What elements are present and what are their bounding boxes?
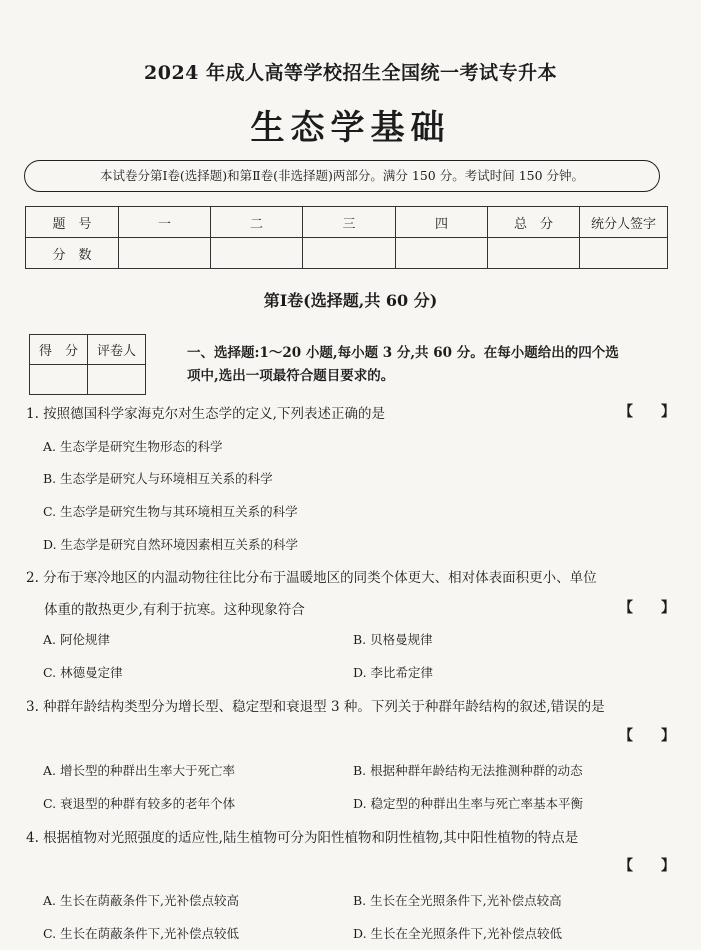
question-2-stem-line-2: 体重的散热更少,有利于抗寒。这种现象符合 xyxy=(44,602,305,618)
question-3-option-b[interactable]: B. 根据种群年龄结构无法推测种群的动态 xyxy=(353,763,583,778)
question-1-option-b[interactable]: B. 生态学是研究人与环境相互关系的科学 xyxy=(43,471,273,486)
question-2-option-b[interactable]: B. 贝格曼规律 xyxy=(353,632,433,647)
question-1-option-a[interactable]: A. 生态学是研究生物形态的科学 xyxy=(43,439,223,454)
score-cell-signature: 统分人签字 xyxy=(580,207,668,238)
score-row-label: 分 数 xyxy=(26,238,119,269)
answer-bracket-4[interactable]: 【 】 xyxy=(619,858,675,874)
part-one-line-2: 项中,选出一项最符合题目要求的。 xyxy=(187,368,395,384)
question-2-option-d[interactable]: D. 李比希定律 xyxy=(353,665,434,680)
score-input-signature[interactable] xyxy=(580,238,668,269)
question-1-option-c[interactable]: C. 生态学是研究生物与其环境相互关系的科学 xyxy=(43,504,298,519)
grader-box xyxy=(29,334,146,395)
grader-name-label: 评卷人 xyxy=(88,335,146,365)
score-cell-total: 总 分 xyxy=(488,207,580,238)
grader-score-input[interactable] xyxy=(30,365,88,395)
question-1-option-d[interactable]: D. 生态学是研究自然环境因素相互关系的科学 xyxy=(43,537,299,552)
score-table-header-row xyxy=(26,207,668,238)
score-table-score-row xyxy=(26,238,668,269)
score-input-part-1[interactable] xyxy=(119,238,211,269)
subject-title: 生态学基础 xyxy=(250,108,451,148)
question-2-option-a[interactable]: A. 阿伦规律 xyxy=(43,632,110,647)
question-3-option-d[interactable]: D. 稳定型的种群出生率与死亡率基本平衡 xyxy=(353,796,584,811)
exam-notice: 本试卷分第Ⅰ卷(选择题)和第Ⅱ卷(非选择题)两部分。满分 150 分。考试时间 150 分钟。 xyxy=(24,160,660,192)
score-table xyxy=(25,206,668,269)
score-cell-part-1: 一 xyxy=(119,207,211,238)
score-input-total[interactable] xyxy=(488,238,580,269)
score-input-part-2[interactable] xyxy=(211,238,303,269)
question-1-stem: 1. 按照德国科学家海克尔对生态学的定义,下列表述正确的是 xyxy=(26,406,385,422)
grader-name-input[interactable] xyxy=(88,365,146,395)
score-cell-part-3: 三 xyxy=(303,207,396,238)
part-one-instructions xyxy=(187,342,667,388)
question-2-stem-line-1: 2. 分布于寒冷地区的内温动物往往比分布于温暖地区的同类个体更大、相对体表面积更小、单位 xyxy=(26,570,597,586)
question-4-option-b[interactable]: B. 生长在全光照条件下,光补偿点较高 xyxy=(353,893,562,908)
answer-bracket-3[interactable]: 【 】 xyxy=(619,728,675,744)
question-4-stem: 4. 根据植物对光照强度的适应性,陆生植物可分为阳性植物和阴性植物,其中阳性植物的特点是 xyxy=(26,830,579,846)
score-cell-part-2: 二 xyxy=(211,207,303,238)
score-input-part-4[interactable] xyxy=(396,238,488,269)
grader-score-label: 得 分 xyxy=(30,335,88,365)
score-cell-label: 题 号 xyxy=(26,207,119,238)
question-3-stem: 3. 种群年龄结构类型分为增长型、稳定型和衰退型 3 种。下列关于种群年龄结构的叙述,错误的是 xyxy=(26,699,605,715)
question-4-option-a[interactable]: A. 生长在荫蔽条件下,光补偿点较高 xyxy=(43,893,239,908)
question-2-option-c[interactable]: C. 林德曼定律 xyxy=(43,665,123,680)
question-3-option-c[interactable]: C. 衰退型的种群有较多的老年个体 xyxy=(43,796,236,811)
exam-title: 2024 年成人高等学校招生全国统一考试专升本 xyxy=(144,62,557,84)
answer-bracket-1[interactable]: 【 】 xyxy=(619,404,675,420)
score-cell-part-4: 四 xyxy=(396,207,488,238)
part-one-line-1: 一、选择题:1～20 小题,每小题 3 分,共 60 分。在每小题给出的四个选 xyxy=(187,345,619,361)
score-input-part-3[interactable] xyxy=(303,238,396,269)
answer-bracket-2[interactable]: 【 】 xyxy=(619,600,675,616)
question-4-option-c[interactable]: C. 生长在荫蔽条件下,光补偿点较低 xyxy=(43,926,240,941)
question-3-option-a[interactable]: A. 增长型的种群出生率大于死亡率 xyxy=(43,763,235,778)
question-4-option-d[interactable]: D. 生长在全光照条件下,光补偿点较低 xyxy=(353,926,562,941)
section-title: 第Ⅰ卷(选择题,共 60 分) xyxy=(263,291,438,310)
